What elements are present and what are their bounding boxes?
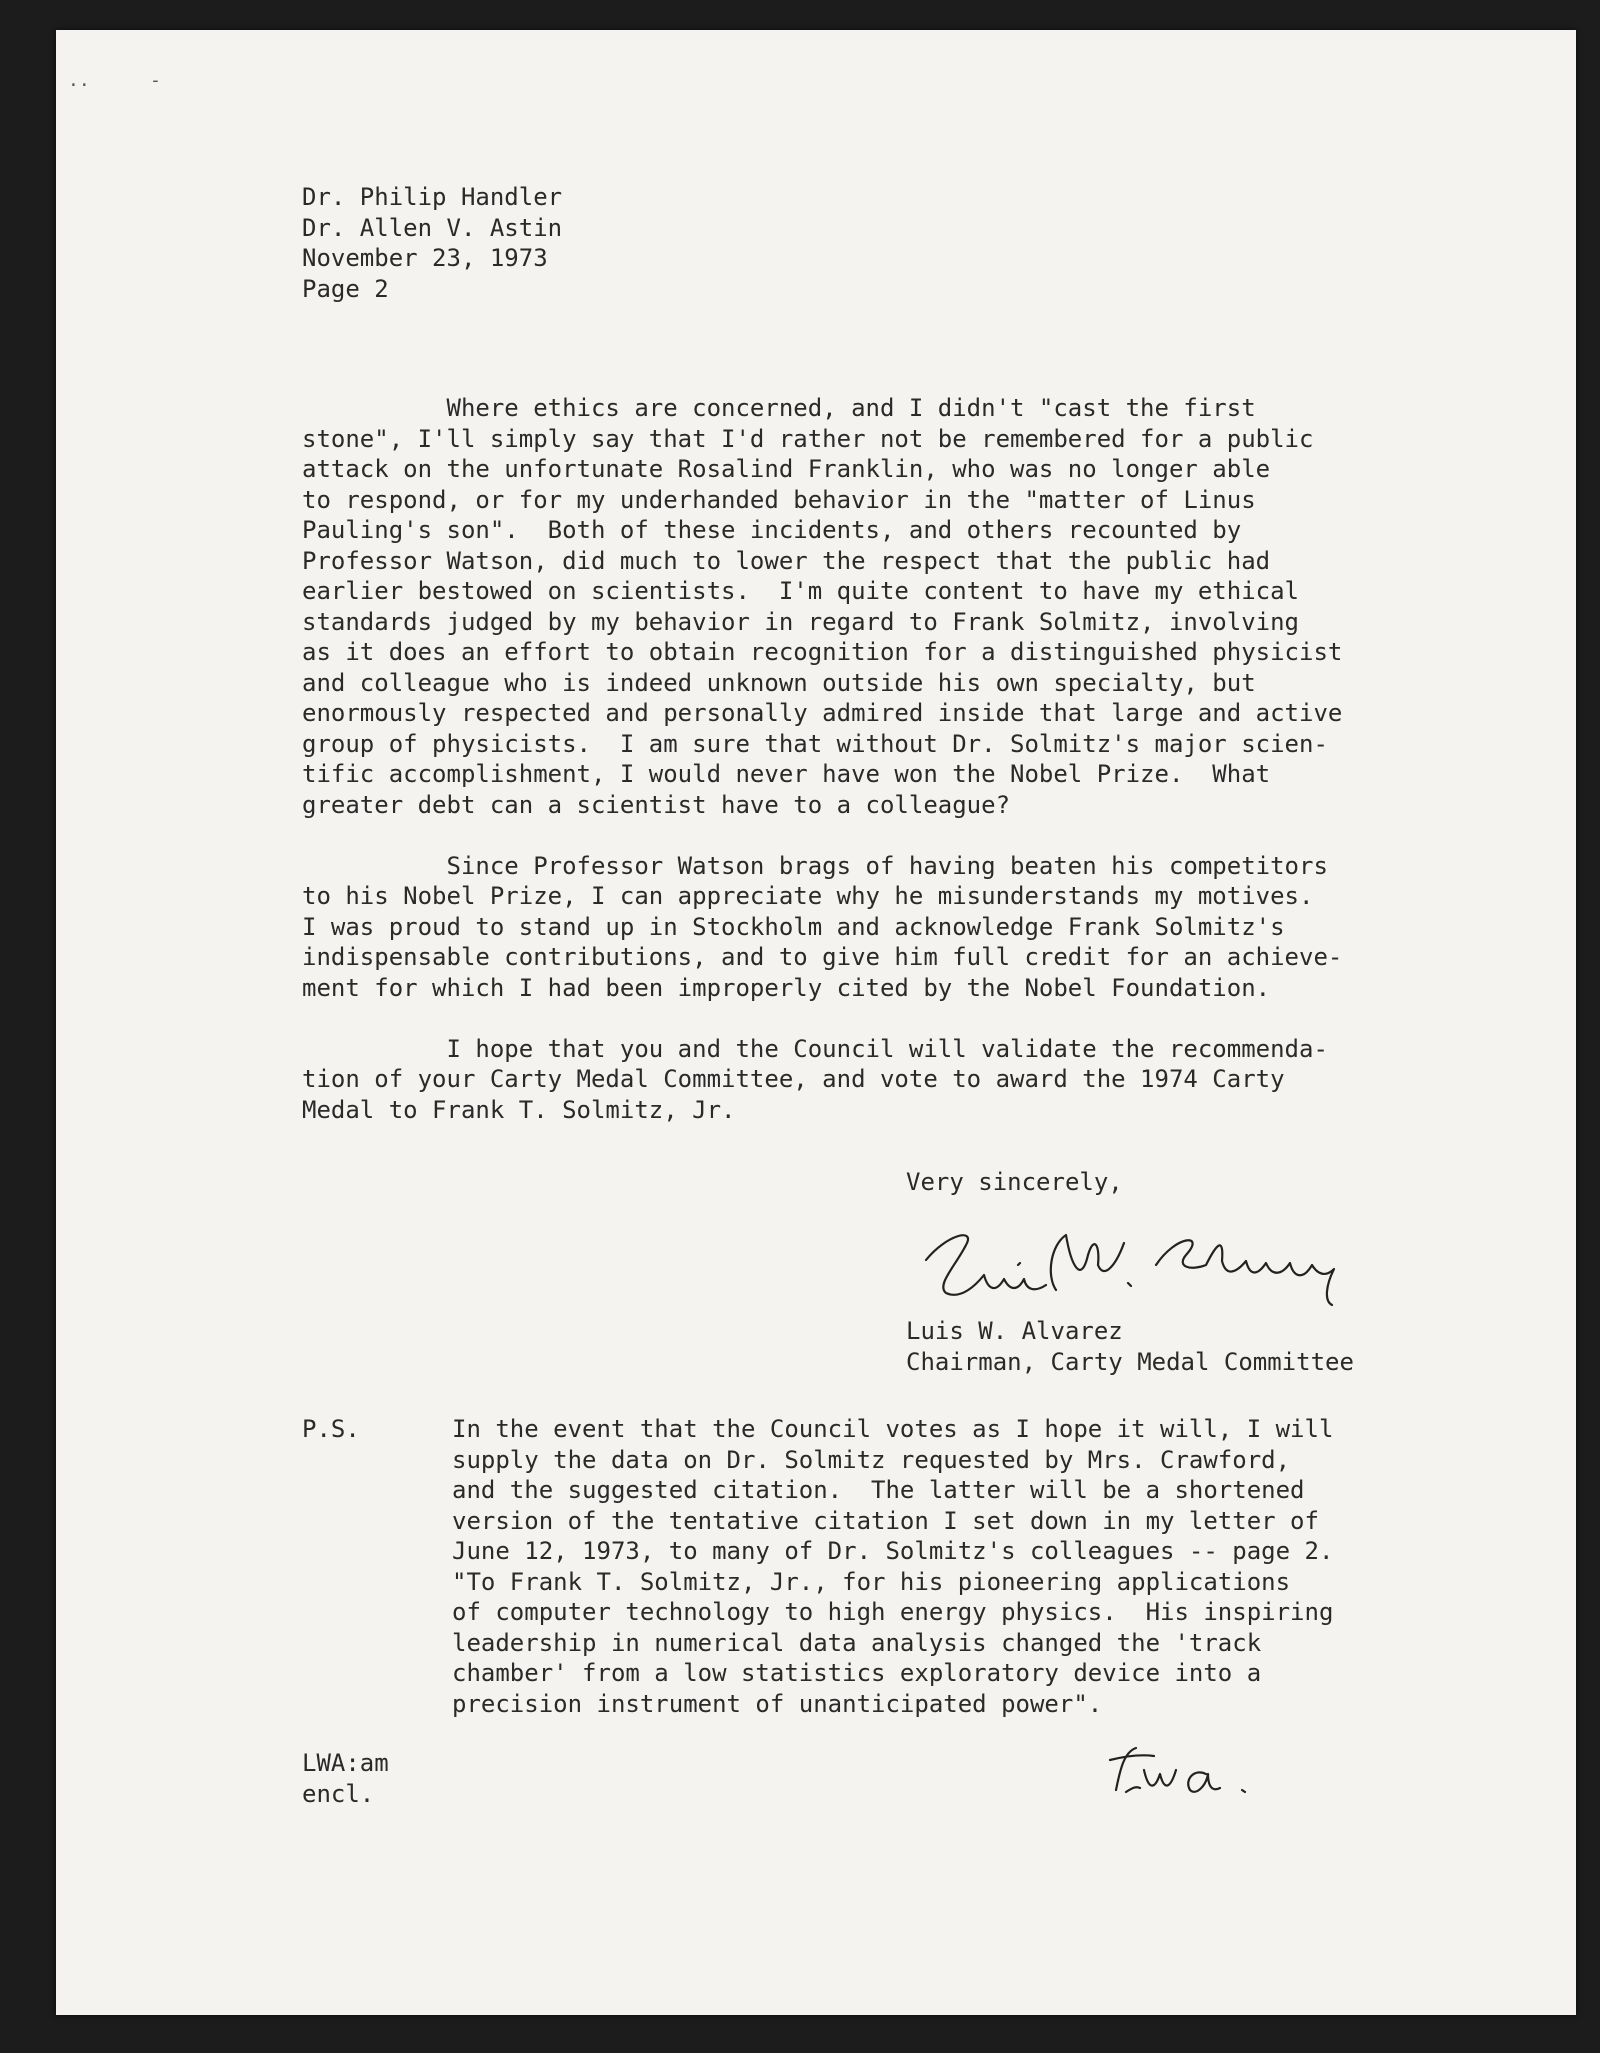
signature-block (906, 1316, 1354, 1377)
paragraph-2: Since Professor Watson brags of having beaten his competitors to his Nobel Prize, I can appreciate why he misunderstands my motives. I was proud to stand up in Stockholm and acknowledge Frank Solmitz's indispensable contributions, and to give him full credit for an achieve- ment for which I had been improperly cited by the Nobel Foundation. (302, 851, 1343, 1002)
page-number: Page 2 (302, 274, 389, 303)
letter-date: November 23, 1973 (302, 244, 548, 272)
recipient-2: Dr. Allen V. Astin (302, 213, 563, 242)
letter-page (56, 30, 1576, 2015)
stray-mark: - (150, 70, 161, 91)
stray-mark: .. (68, 70, 90, 91)
handwritten-initials-lwa (1096, 1730, 1276, 1810)
postscript-label: P.S. (302, 1415, 360, 1443)
letter-header (302, 182, 562, 304)
typist-initials: LWA:am (302, 1749, 389, 1777)
closing: Very sincerely, (906, 1168, 1123, 1196)
paragraph-1: Where ethics are concerned, and I didn't "cast the first stone", I'll simply say that I'd rather not be remembered for a public attack on the unfortunate Rosalind Franklin, who was no longer able to respond, or for my underhanded behavior in the "matter of Linus Pauling's son". Both of these incidents, and others recounted by Professor Watson, did much to lower the respect that the public had earlier bestowed on scientists. I'm quite content to have my ethical standards judged by my behavior in regard to Frank Solmitz, involving as it does an effort to obtain recognition for a distinguished physicist and colleague who is indeed unknown outside his own specialty, but enormously respected and personally admired inside that large and active group of physicists. I am sure that without Dr. Solmitz's major scien- tific accomplishment, I would never have won the Nobel Prize. What greater debt can a scientist have to a colleague? (302, 394, 1343, 819)
reference-initials (302, 1748, 389, 1809)
recipient-1: Dr. Philip Handler (302, 183, 563, 211)
enclosure-note: encl. (302, 1779, 375, 1808)
signature-luis-w-alvarez (906, 1205, 1376, 1315)
postscript-text: In the event that the Council votes as I hope it will, I will supply the data on Dr. Solmitz requested by Mrs. Crawford, and the suggested citation. The latter will be a shortened version of the tentative citation I set down in my letter of June 12, 1973, to many of Dr. Solmitz's colleagues -- page 2. "To Frank T. Solmitz, Jr., for his pioneering applications of computer technology to high energy physics. His inspiring leadership in numerical data analysis changed the 'track chamber' from a low statistics exploratory device into a precision instrument of unanticipated power". (452, 1415, 1334, 1718)
signer-name: Luis W. Alvarez (906, 1317, 1123, 1345)
letter-body (302, 393, 1342, 1125)
paragraph-3: I hope that you and the Council will validate the recommenda- tion of your Carty Medal Committee, and vote to award the 1974 Carty Medal to Frank T. Solmitz, Jr. (302, 1034, 1328, 1124)
signer-title: Chairman, Carty Medal Committee (906, 1347, 1354, 1376)
